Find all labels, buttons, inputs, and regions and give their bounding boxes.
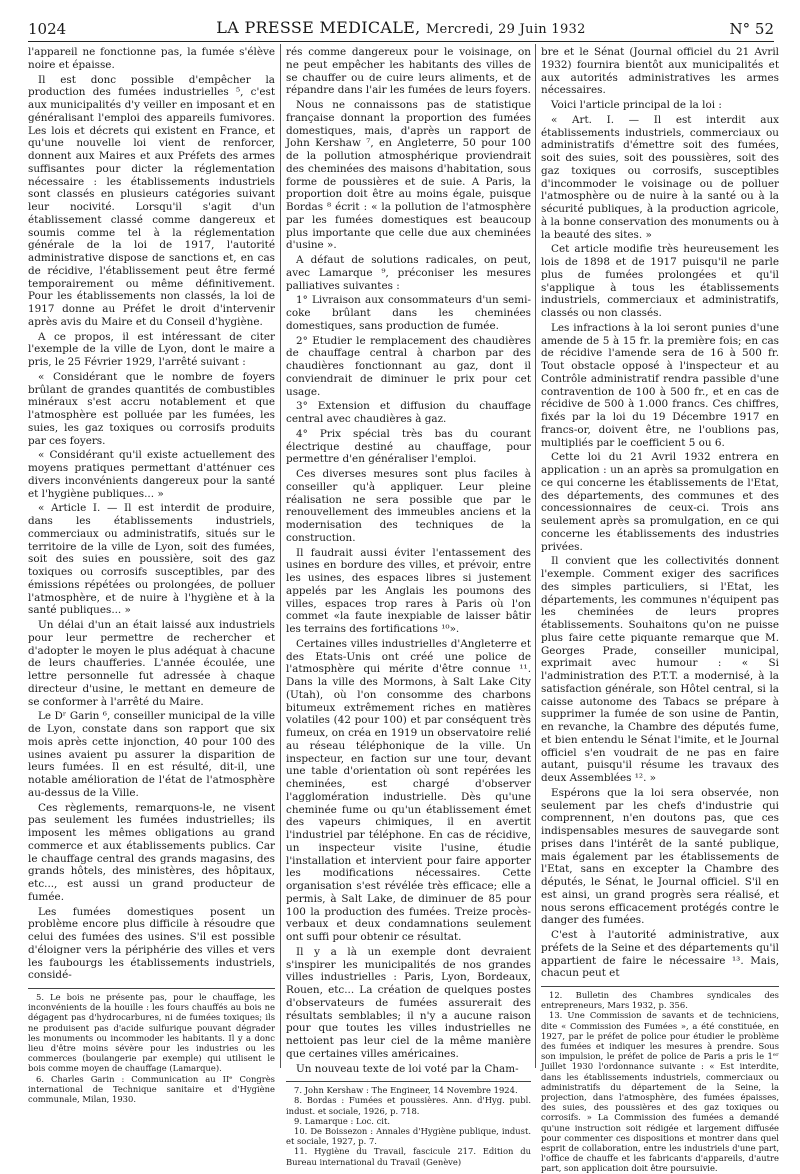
header-rule — [28, 41, 774, 42]
footnote: 9. Lamarque : Loc. cit. — [294, 1115, 391, 1126]
page-header — [28, 18, 774, 40]
footnotes — [286, 1081, 531, 1167]
paragraph: Nous ne connaissons pas de statistique française donnant la proportion des fumées domestiques, mais, d'après un rapport de John Kershaw ⁷, en Angleterre, 50 pour 100 de la pollution atmosphérique proviendrait des cheminées des maisons d'habitation, sous forme de poussières et de suie. A Paris, la proportion doit être au moins égale, puisque Bordas ⁸ écrit : « la pollution de l'atmosphère par les fumées domestiques est beaucoup plus importante que celle due aux cheminées d'usine ». — [286, 99, 531, 252]
paragraph: Cette loi du 21 Avril 1932 entrera en application : un an après sa promulgation en ce qui concerne les établissements de l'Etat, des départements, des communes et des concessionnaires de ceux-ci. Trois ans seulement après sa promulgation, en ce qui concerne les établissements des industries privées. — [541, 451, 779, 553]
column-body — [541, 46, 779, 980]
paragraph: Il est donc possible d'empêcher la production des fumées industrielles ⁵, c'est aux municipalités d'y veiller en imposant et en généralisant l'emploi des appareils fumivores. Les lois et décrets qui existent en France, et qu'une nouvelle loi vient de renforcer, donnent aux Maires et aux Préfets des armes suffisantes pour dicter la réglementation nécessaire : les établissements industriels sont classés en plusieurs catégories suivant leur nocivité. Lorsqu'il s'agit d'un établissement classé comme dangereux et soumis comme tel à la réglementation générale de la loi de 1917, l'autorité administrative dispose de sanctions et, en cas de récidive, l'établissement peut être fermé temporairement ou même définitivement. Pour les établissements non classés, la loi de 1917 donne au Préfet le droit d'intervenir après avis du Maire et du Conseil d'hygiène. — [28, 73, 275, 328]
paragraph: C'est à l'autorité administrative, aux préfets de la Seine et des départements qu'il appartient de faire le nécessaire ¹³. Mais, chacun peut et — [541, 929, 779, 980]
paragraph: « Article I. — Il est interdit de produire, dans les établissements industriels, commerciaux ou administratifs, situés sur le territoire de la ville de Lyon, soit des fumées, soit des suies en poussière, soit des gaz toxiques ou corrosifs susceptibles, par des émissions répétées ou prolongées, de polluer l'atmosphère, et de nuire à l'hygiène et à la santé publiques... » — [28, 502, 275, 617]
footnote: 10. De Boissezon : Annales d'Hygiène publique, indust. et sociale, 1927, p. 7. — [286, 1126, 531, 1147]
paragraph: 3° Extension et diffusion du chauffage central avec chaudières à gaz. — [286, 400, 531, 425]
paragraph: Il faudrait aussi éviter l'entassement des usines en bordure des villes, et prévoir, entre les usines, des espaces libres si justement appelés par les Anglais les poumons des villes, espaces trop rares à Paris où l'on commet «la faute inexpiable de laisser bâtir les terrains des fortifications ¹⁰». — [286, 546, 531, 635]
paragraph: 2° Etudier le remplacement des chaudières de chauffage central à charbon par des chaudières fonctionnant au gaz, dont il conviendrait de diminuer le prix pour cet usage. — [286, 334, 531, 398]
column-1 — [28, 46, 275, 1104]
paragraph: Le Dʳ Garin ⁶, conseiller municipal de la ville de Lyon, constate dans son rapport que six mois après cette injonction, 40 pour 100 des usines avaient pu assurer la disparition de leurs fumées. Il en est résulté, dit-il, une notable amélioration de l'état de l'atmosphère au-dessus de la Ville. — [28, 710, 275, 799]
column-divider — [535, 44, 536, 1068]
paragraph: l'appareil ne fonctionne pas, la fumée s'élève noire et épaisse. — [28, 46, 275, 71]
paragraph: Il convient que les collectivités donnent l'exemple. Comment exiger des sacrifices des simples particuliers, si l'Etat, les départements, les communes n'équipent pas les cheminées de leurs propres établissements. Souhaitons qu'on ne puisse plus faire cette piquante remarque que M. Georges Prade, conseiller municipal, exprimait avec humour : « Si l'administration des P.T.T. a modernisé, à la satisfaction générale, son Hôtel central, si la caisse autonome des Tabacs se prépare à supprimer la fumée de son usine de Pantin, en revanche, la Chambre des députés fume, et bien entendu le Sénat l'imite, et le Journal officiel s'en voudrait de ne pas en faire autant, puisqu'il résume les travaux des deux Assemblées ¹². » — [541, 555, 779, 784]
footnote: 13. Une Commission de savants et de techniciens, dite « Commission des Fumées », a été constituée, en 1927, par le préfet de police pour étudier le problème des fumées et indiquer les mesures à prendre. Sous son impulsion, le préfet de police de Paris a pris le 1ᵉʳ Juillet 1930 l'ordonnance suivante : « Est interdite, dans les établissements industriels, commerciaux ou administratifs du département de la Seine, la projection, dans l'atmosphère, des fumées épaisses, des suies, des poussières et des gaz toxiques ou corrosifs. » La Commission des fumées a demandé qu'une instruction soit rédigée et largement diffusée pour commenter ces dispositions et montrer dans quel esprit de collaboration, entre les industriels d'une part, l'office de chauffe et les fabricants d'appareils, d'autre part, son application doit être poursuivie. — [541, 1010, 779, 1174]
paragraph: Un délai d'un an était laissé aux industriels pour leur permettre de rechercher et d'adopter le moyen le plus adéquat à chacune de leurs chaufferies. L'année écoulée, une lettre personnelle fut adressée à chaque directeur d'usine, le mettant en demeure de se conformer à l'arrêté du Maire. — [28, 619, 275, 708]
issue-number: N° 52 — [729, 20, 774, 38]
footnote: 5. Le bois ne présente pas, pour le chauffage, les inconvénients de la houille : les fours chauffés au bois ne dégagent pas d'hydrocarbures, ni de fumées toxiques; ils ne produisent pas d'acide sulfurique pouvant dégrader les monuments ou incommoder les habitants. Il y a donc lieu d'être moins sévère pour les industries ou les commerces (boulangerie par exemple) qui utilisent le bois comme moyen de chauffage (Lamarque). — [28, 992, 275, 1074]
footnote: 11. Hygiène du Travail, fascicule 217. Edition du Bureau international du Travail (Genève) — [286, 1146, 531, 1167]
paragraph: Ces diverses mesures sont plus faciles à conseiller qu'à appliquer. Leur pleine réalisation ne sera possible que par le renouvellement des immeubles anciens et la modernisation des techniques de la construction. — [286, 468, 531, 544]
issue-date: Mercredi, 29 Juin 1932 — [425, 22, 586, 37]
paragraph: Un nouveau texte de loi voté par la Cham- — [296, 1062, 519, 1075]
column-2 — [286, 46, 531, 1167]
footnotes — [541, 986, 779, 1174]
column-body — [286, 46, 531, 1075]
paragraph: Espérons que la loi sera observée, non seulement par les chefs d'industrie qui comprennent, n'en doutons pas, que ces indispensables mesures de sauvegarde sont prises dans l'intérêt de la santé publique, mais également par les établissements de l'Etat, sans en excepter la Chambre des députés, le Sénat, le Journal officiel. S'il en est ainsi, un grand progrès sera réalisé, et nous serons efficacement protégés contre le danger des fumées. — [541, 786, 779, 927]
paragraph: Certaines villes industrielles d'Angleterre et des Etats-Unis ont créé une police de l'atmosphère qui mérite d'être connue ¹¹. Dans la ville des Mormons, à Salt Lake City (Utah), où l'on consomme des charbons bitumeux extrêmement riches en matières volatiles (42 pour 100) et par conséquent très fumeux, on créa en 1919 un observatoire relié au réseau téléphonique de la ville. Un inspecteur, en faction sur une tour, devant une table d'orientation où sont repérées les cheminées, est chargé d'observer l'agglomération industrielle. Dès qu'une cheminée fume ou qu'un établissement émet des vapeurs chimiques, il en avertit l'industriel par téléphone. En cas de récidive, un inspecteur visite l'usine, étudie l'installation et intervient pour faire apporter les modifications nécessaires. Cette organisation s'est révélée très efficace; elle a permis, à Salt Lake, de diminuer de 85 pour 100 la production des fumées. Treize procès-verbaux et deux condamnations seulement ont suffi pour obtenir ce résultat. — [286, 637, 531, 943]
journal-name: LA PRESSE MEDICALE, — [216, 18, 421, 37]
paragraph: « Art. I. — Il est interdit aux établissements industriels, commerciaux ou administratifs d'émettre soit des fumées, soit des suies, soit des poussières, soit des gaz toxiques ou corrosifs, susceptibles d'incommoder le voisinage ou de polluer l'atmosphère ou de nuire à la santé ou à la sécurité publiques, à la production agricole, à la bonne conservation des monuments ou à la beauté des sites. » — [541, 113, 779, 241]
paragraph: Les fumées domestiques posent un problème encore plus difficile à résoudre que celui des fumées des usines. S'il est possible d'éloigner vers la périphérie des villes et vers les faubourgs les établissements industriels, considé- — [28, 905, 275, 982]
column-3 — [541, 46, 779, 1174]
paragraph: bre et le Sénat (Journal officiel du 21 Avril 1932) fournira bientôt aux municipalités et aux autorités administratives les armes nécessaires. — [541, 46, 779, 97]
paragraph: Il y a là un exemple dont devraient s'inspirer les municipalités de nos grandes villes industrielles : Paris, Lyon, Bordeaux, Rouen, etc... La création de quelques postes d'observateurs de fumées assurerait des résultats semblables; il n'y a aucune raison pour que toutes les villes industrielles ne nettoient pas leur ciel de la même manière que certaines villes américaines. — [286, 945, 531, 1060]
paragraph: Ces règlements, remarquons-le, ne visent pas seulement les fumées industrielles; ils imposent les mêmes obligations au grand commerce et aux établissements publics. Car le chauffage central des grands magasins, des grands hôtels, des ministères, des hôpitaux, etc..., est aussi un grand producteur de fumée. — [28, 801, 275, 903]
paragraph: Les infractions à la loi seront punies d'une amende de 5 à 15 fr. la première fois; en cas de récidive l'amende sera de 16 à 500 fr. Tout obstacle opposé à l'inspecteur et au Contrôle administratif rendra passible d'une contravention de 100 à 500 fr., et en cas de récidive de 500 à 1.000 francs. Ces chiffres, fixés par la loi du 19 Décembre 1917 en francs-or, doivent être, ne l'oublions pas, multipliés par le coefficient 5 ou 6. — [541, 321, 779, 449]
footnote: 8. Bordas : Fumées et poussières. Ann. d'Hyg. publ. indust. et sociale, 1926, p. 718. — [286, 1095, 531, 1116]
paragraph: « Considérant que le nombre de foyers brûlant de grandes quantités de combustibles minéraux s'est accru notablement et que l'atmosphère est polluée par les fumées, les suies, les gaz toxiques ou corrosifs produits par ces foyers. — [28, 370, 275, 447]
page-number: 1024 — [28, 20, 67, 38]
column-body — [28, 46, 275, 982]
paragraph: « Considérant qu'il existe actuellement des moyens pratiques permettant d'atténuer ces divers inconvénients dangereux pour la santé et l'hygiène publiques... » — [28, 449, 275, 500]
footnotes — [28, 988, 275, 1104]
footnote: 12. Bulletin des Chambres syndicales des entrepreneurs, Mars 1932, p. 356. — [541, 990, 779, 1011]
column-divider — [280, 44, 281, 1068]
paragraph: 1° Livraison aux consommateurs d'un semi-coke brûlant dans les cheminées domestiques, sans production de fumée. — [286, 294, 531, 332]
paragraph: A ce propos, il est intéressant de citer l'exemple de la ville de Lyon, dont le maire a pris, le 25 Février 1929, l'arrêté suivant : — [28, 330, 275, 368]
paragraph: rés comme dangereux pour le voisinage, on ne peut empêcher les habitants des villes de se chauffer ou de cuire leurs aliments, et de répandre dans l'air les fumées de leurs foyers. — [286, 46, 531, 97]
footnote: 6. Charles Garin : Communication au IIᵉ Congrès international de Technique sanitaire et d'Hygiène communale, Milan, 1930. — [28, 1073, 275, 1105]
paragraph: 4° Prix spécial très bas du courant électrique destiné au chauffage, pour permettre d'en généraliser l'emploi. — [286, 427, 531, 466]
footnote: 7. John Kershaw : The Engineer, 14 Novembre 1924. — [294, 1085, 518, 1096]
paragraph: Voici l'article principal de la loi : — [551, 99, 722, 111]
running-title — [28, 18, 774, 37]
paragraph: Cet article modifie très heureusement les lois de 1898 et de 1917 puisqu'il ne parle plus de fumées prolongées et qu'il s'applique à tous les établissements industriels, commerciaux et administratifs, classés ou non classés. — [541, 243, 779, 319]
paragraph: A défaut de solutions radicales, on peut, avec Lamarque ⁹, préconiser les mesures palliatives suivantes : — [286, 254, 531, 292]
